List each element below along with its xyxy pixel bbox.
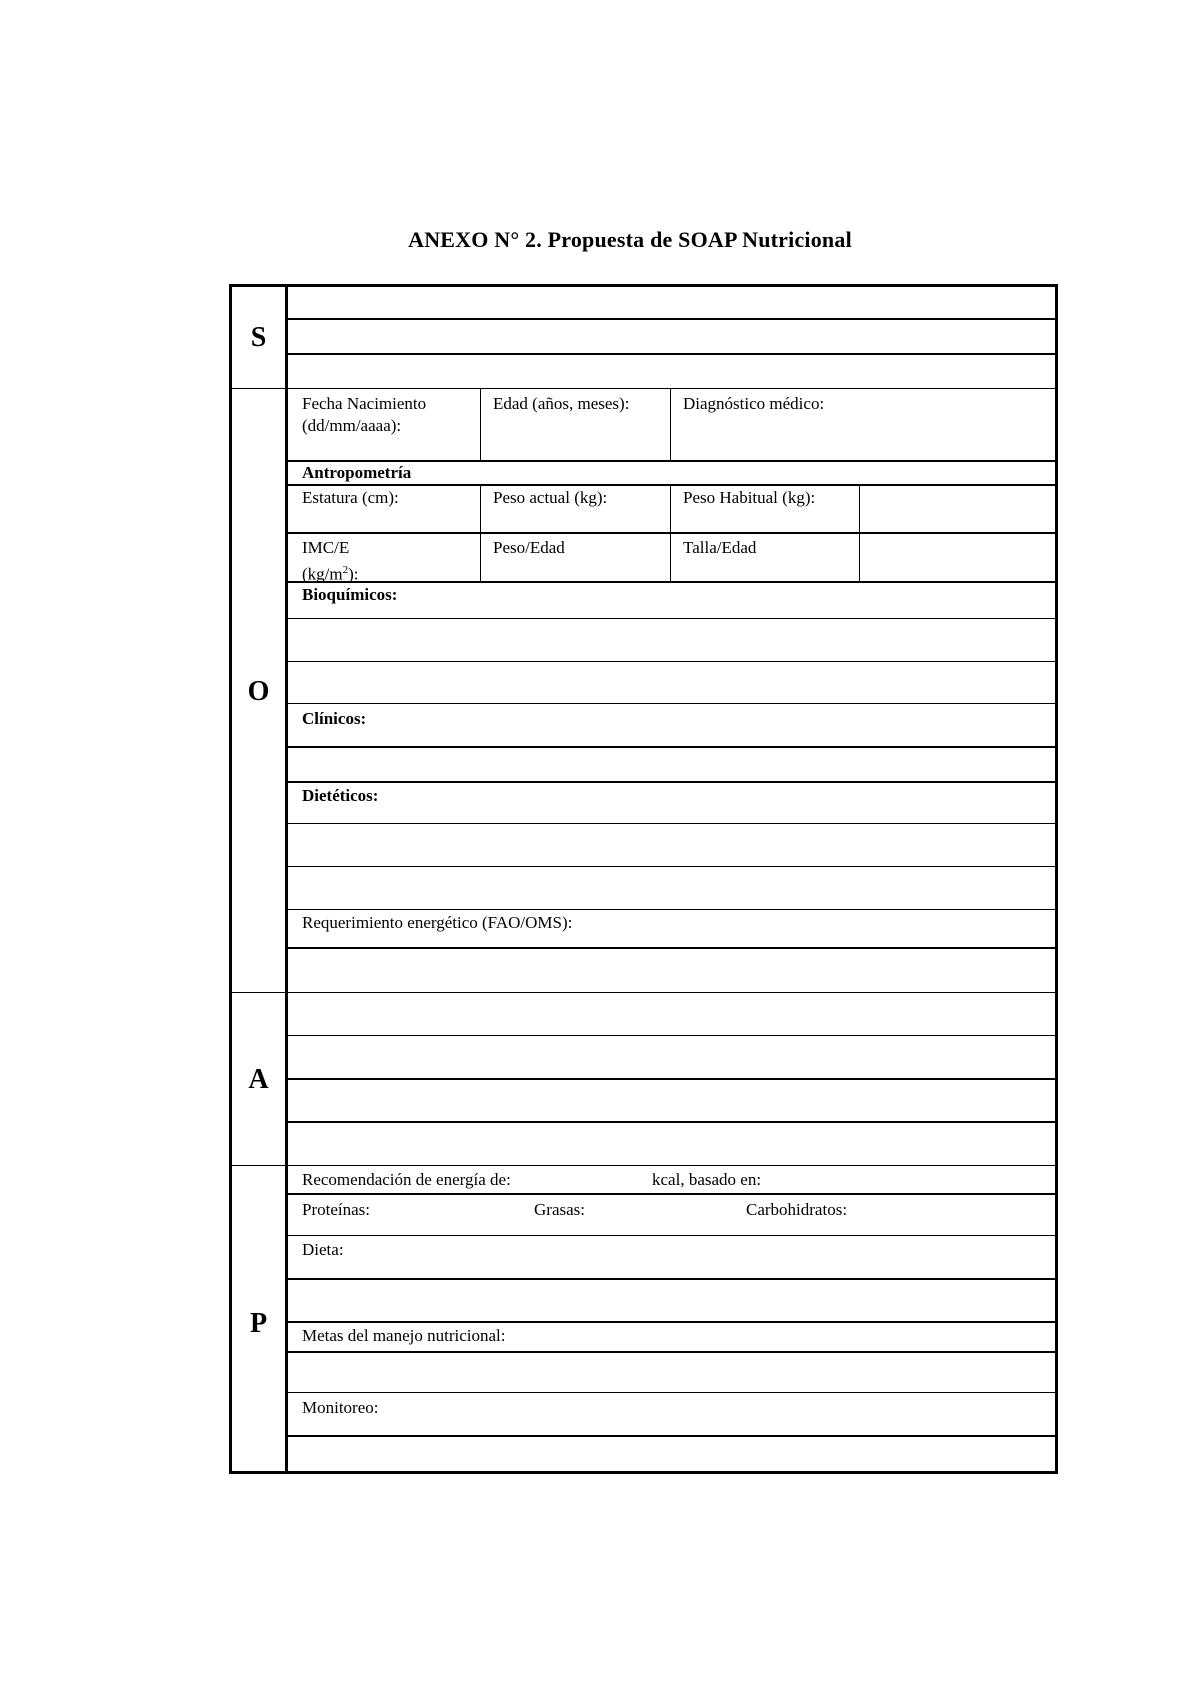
p-row-line bbox=[288, 1278, 1055, 1280]
s-row-line bbox=[288, 353, 1055, 355]
a-row-line bbox=[288, 1078, 1055, 1080]
section-s-label: S bbox=[250, 322, 267, 353]
row-line bbox=[288, 581, 1055, 583]
section-o-label: O bbox=[247, 676, 270, 707]
cell-divider bbox=[859, 484, 860, 581]
dieta-label: Dieta: bbox=[302, 1240, 344, 1259]
section-p-label: P bbox=[249, 1308, 268, 1339]
fecha-nacimiento-label: Fecha Nacimiento bbox=[302, 394, 427, 413]
row-line bbox=[288, 823, 1055, 824]
section-a-label: A bbox=[248, 1064, 269, 1095]
edad-label: Edad (años, meses): bbox=[493, 394, 630, 413]
p-row-line bbox=[288, 1235, 1055, 1236]
row-line bbox=[288, 781, 1055, 783]
p-row-line bbox=[288, 1351, 1055, 1353]
requerimiento-label: Requerimiento energético (FAO/OMS): bbox=[302, 913, 573, 932]
diagnostico-label: Diagnóstico médico: bbox=[683, 394, 825, 413]
a-row-line bbox=[288, 1035, 1055, 1036]
monitoreo-label: Monitoreo: bbox=[302, 1398, 379, 1417]
estatura-label: Estatura (cm): bbox=[302, 488, 399, 507]
p-row-line bbox=[288, 1435, 1055, 1437]
metas-label: Metas del manejo nutricional: bbox=[302, 1326, 506, 1345]
proteinas-label: Proteínas: bbox=[302, 1200, 370, 1219]
peso-actual-label: Peso actual (kg): bbox=[493, 488, 608, 507]
cell-divider bbox=[480, 484, 481, 581]
recomendacion-label: Recomendación de energía de: bbox=[302, 1170, 511, 1189]
row-line bbox=[288, 618, 1055, 619]
page-title: ANEXO N° 2. Propuesta de SOAP Nutricional bbox=[408, 227, 852, 252]
cell-divider bbox=[670, 484, 671, 581]
cell-divider bbox=[480, 388, 481, 460]
row-line bbox=[288, 532, 1055, 534]
imc-label: IMC/E bbox=[302, 538, 350, 557]
row-line bbox=[288, 746, 1055, 748]
soap-form-table bbox=[229, 284, 1058, 1474]
imc-unit-label: $(kg/m^2)$: bbox=[302, 564, 359, 584]
talla-edad-label: Talla/Edad bbox=[683, 538, 757, 557]
row-line bbox=[288, 947, 1055, 949]
a-row-line bbox=[288, 1121, 1055, 1123]
section-letter-column bbox=[232, 287, 288, 1471]
row-line bbox=[288, 661, 1055, 662]
fecha-nacimiento-format-label: (dd/mm/aaaa): bbox=[302, 416, 402, 435]
p-row-line bbox=[288, 1392, 1055, 1393]
clinicos-heading: Clínicos: bbox=[302, 709, 367, 728]
section-divider-a-p bbox=[232, 1165, 1055, 1166]
row-line bbox=[288, 909, 1055, 910]
section-divider-o-a bbox=[232, 992, 1055, 993]
s-row-line bbox=[288, 318, 1055, 320]
dieteticos-heading: Dietéticos: bbox=[302, 786, 379, 805]
p-row-line bbox=[288, 1321, 1055, 1323]
antropometria-heading: Antropometría bbox=[302, 463, 412, 482]
row-line bbox=[288, 703, 1055, 704]
carbohidratos-label: Carbohidratos: bbox=[746, 1200, 848, 1219]
peso-habitual-label: Peso Habitual (kg): bbox=[683, 488, 816, 507]
row-line bbox=[288, 866, 1055, 867]
grasas-label: Grasas: bbox=[534, 1200, 585, 1219]
bioquimicos-heading: Bioquímicos: bbox=[302, 585, 398, 604]
p-row-line bbox=[288, 1193, 1055, 1195]
cell-divider bbox=[670, 388, 671, 460]
peso-edad-label: Peso/Edad bbox=[493, 538, 565, 557]
row-line bbox=[288, 484, 1055, 486]
section-divider-s-o bbox=[232, 388, 1055, 389]
kcal-label: kcal, basado en: bbox=[652, 1170, 762, 1189]
